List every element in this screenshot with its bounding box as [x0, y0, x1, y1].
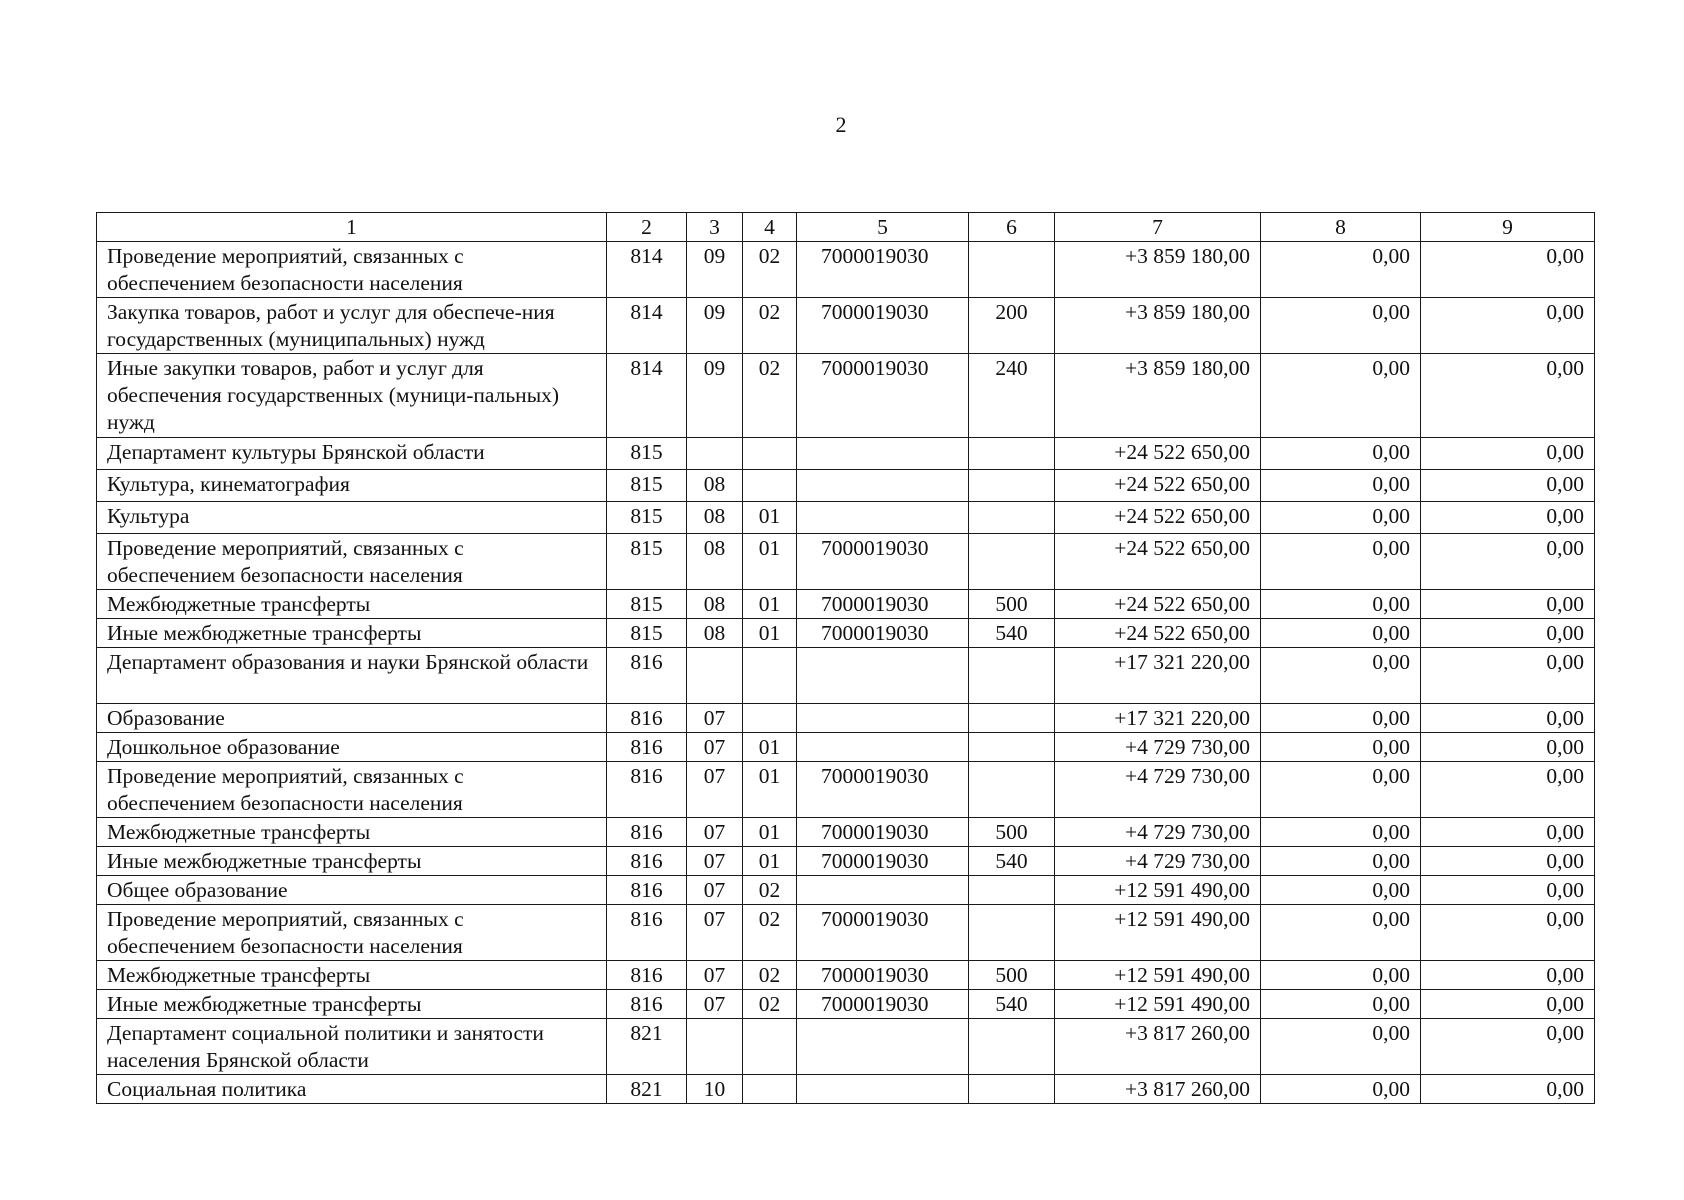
row-vr-cell: [969, 534, 1055, 590]
row-amount-3-cell: 0,00: [1421, 590, 1595, 619]
row-rz-cell: 07: [687, 818, 743, 847]
row-rz-cell: [687, 648, 743, 704]
row-gr-cell: 816: [607, 876, 687, 905]
row-gr-cell: 815: [607, 470, 687, 502]
row-pr-cell: 02: [743, 354, 797, 438]
row-gr-cell: 814: [607, 354, 687, 438]
row-amount-3-cell: 0,00: [1421, 905, 1595, 961]
row-rz-cell: 07: [687, 733, 743, 762]
row-cs-cell: [797, 470, 969, 502]
row-cs-cell: 7000019030: [797, 762, 969, 818]
row-vr-cell: 540: [969, 990, 1055, 1019]
row-vr-cell: 500: [969, 590, 1055, 619]
row-amount-cell: +3 859 180,00: [1055, 242, 1261, 298]
row-amount-2-cell: 0,00: [1261, 818, 1421, 847]
row-cs-cell: 7000019030: [797, 354, 969, 438]
row-pr-cell: 02: [743, 905, 797, 961]
row-pr-cell: 02: [743, 961, 797, 990]
row-amount-cell: +24 522 650,00: [1055, 470, 1261, 502]
row-name-cell: Иные межбюджетные трансферты: [97, 847, 607, 876]
row-vr-cell: 240: [969, 354, 1055, 438]
row-amount-3-cell: 0,00: [1421, 733, 1595, 762]
row-pr-cell: [743, 470, 797, 502]
row-name-cell: Дошкольное образование: [97, 733, 607, 762]
row-gr-cell: 816: [607, 990, 687, 1019]
row-amount-3-cell: 0,00: [1421, 1019, 1595, 1075]
row-gr-cell: 815: [607, 619, 687, 648]
row-rz-cell: 09: [687, 242, 743, 298]
row-amount-cell: +3 859 180,00: [1055, 354, 1261, 438]
row-rz-cell: 07: [687, 704, 743, 733]
row-amount-3-cell: 0,00: [1421, 818, 1595, 847]
row-amount-cell: +24 522 650,00: [1055, 438, 1261, 470]
row-vr-cell: [969, 762, 1055, 818]
row-gr-cell: 816: [607, 733, 687, 762]
row-amount-2-cell: 0,00: [1261, 762, 1421, 818]
table-row: [97, 818, 1595, 847]
row-amount-cell: +24 522 650,00: [1055, 590, 1261, 619]
row-name-cell: Проведение мероприятий, связанных с обеспечением безопасности населения: [97, 762, 607, 818]
row-amount-2-cell: 0,00: [1261, 534, 1421, 590]
column-header: 1: [97, 213, 607, 242]
row-rz-cell: 07: [687, 961, 743, 990]
table-row: [97, 502, 1595, 534]
row-amount-cell: +3 817 260,00: [1055, 1019, 1261, 1075]
table-row: [97, 1019, 1595, 1075]
row-amount-cell: +4 729 730,00: [1055, 733, 1261, 762]
row-name-cell: Социальная политика: [97, 1075, 607, 1104]
row-pr-cell: [743, 1019, 797, 1075]
row-amount-3-cell: 0,00: [1421, 1075, 1595, 1104]
row-rz-cell: 08: [687, 502, 743, 534]
row-name-cell: Межбюджетные трансферты: [97, 818, 607, 847]
row-vr-cell: [969, 704, 1055, 733]
row-rz-cell: [687, 438, 743, 470]
table-row: [97, 438, 1595, 470]
row-amount-2-cell: 0,00: [1261, 876, 1421, 905]
row-cs-cell: 7000019030: [797, 847, 969, 876]
row-name-cell: Иные межбюджетные трансферты: [97, 990, 607, 1019]
row-gr-cell: 815: [607, 534, 687, 590]
row-cs-cell: 7000019030: [797, 619, 969, 648]
row-amount-2-cell: 0,00: [1261, 905, 1421, 961]
row-vr-cell: [969, 242, 1055, 298]
table-row: [97, 990, 1595, 1019]
row-gr-cell: 816: [607, 818, 687, 847]
row-cs-cell: 7000019030: [797, 242, 969, 298]
row-vr-cell: [969, 733, 1055, 762]
row-pr-cell: 02: [743, 990, 797, 1019]
row-amount-cell: +17 321 220,00: [1055, 704, 1261, 733]
row-cs-cell: 7000019030: [797, 905, 969, 961]
row-amount-cell: +12 591 490,00: [1055, 990, 1261, 1019]
row-amount-3-cell: 0,00: [1421, 470, 1595, 502]
row-amount-2-cell: 0,00: [1261, 438, 1421, 470]
row-cs-cell: [797, 876, 969, 905]
row-pr-cell: 01: [743, 762, 797, 818]
row-name-cell: Общее образование: [97, 876, 607, 905]
row-amount-2-cell: 0,00: [1261, 847, 1421, 876]
row-gr-cell: 821: [607, 1075, 687, 1104]
row-pr-cell: 01: [743, 818, 797, 847]
row-rz-cell: [687, 1019, 743, 1075]
row-amount-2-cell: 0,00: [1261, 961, 1421, 990]
row-gr-cell: 815: [607, 438, 687, 470]
row-pr-cell: 01: [743, 534, 797, 590]
table-row: [97, 905, 1595, 961]
row-name-cell: Культура: [97, 502, 607, 534]
row-amount-2-cell: 0,00: [1261, 1075, 1421, 1104]
row-amount-cell: +12 591 490,00: [1055, 961, 1261, 990]
row-cs-cell: 7000019030: [797, 590, 969, 619]
row-pr-cell: 01: [743, 502, 797, 534]
row-amount-2-cell: 0,00: [1261, 619, 1421, 648]
row-gr-cell: 815: [607, 502, 687, 534]
column-header: 2: [607, 213, 687, 242]
row-vr-cell: [969, 470, 1055, 502]
row-vr-cell: [969, 1075, 1055, 1104]
row-name-cell: Департамент социальной политики и занятости населения Брянской области: [97, 1019, 607, 1075]
row-amount-3-cell: 0,00: [1421, 242, 1595, 298]
header-row: [97, 213, 1595, 242]
row-cs-cell: [797, 704, 969, 733]
table-row: [97, 242, 1595, 298]
row-amount-cell: +4 729 730,00: [1055, 762, 1261, 818]
row-pr-cell: 02: [743, 242, 797, 298]
row-amount-cell: +3 859 180,00: [1055, 298, 1261, 354]
column-header: 8: [1261, 213, 1421, 242]
row-amount-cell: +3 817 260,00: [1055, 1075, 1261, 1104]
row-amount-3-cell: 0,00: [1421, 961, 1595, 990]
row-pr-cell: 02: [743, 298, 797, 354]
table-row: [97, 534, 1595, 590]
row-amount-2-cell: 0,00: [1261, 1019, 1421, 1075]
row-amount-3-cell: 0,00: [1421, 502, 1595, 534]
page-number: 2: [835, 112, 847, 137]
row-name-cell: Проведение мероприятий, связанных с обеспечением безопасности населения: [97, 534, 607, 590]
row-rz-cell: 07: [687, 990, 743, 1019]
row-gr-cell: 814: [607, 298, 687, 354]
row-amount-3-cell: 0,00: [1421, 298, 1595, 354]
table-row: [97, 354, 1595, 438]
row-vr-cell: [969, 1019, 1055, 1075]
row-amount-cell: +12 591 490,00: [1055, 905, 1261, 961]
row-cs-cell: 7000019030: [797, 818, 969, 847]
row-amount-2-cell: 0,00: [1261, 590, 1421, 619]
row-amount-2-cell: 0,00: [1261, 354, 1421, 438]
column-header: 6: [969, 213, 1055, 242]
row-name-cell: Департамент культуры Брянской области: [97, 438, 607, 470]
row-rz-cell: 08: [687, 619, 743, 648]
row-name-cell: Иные закупки товаров, работ и услуг для обеспечения государственных (муници-пальных) нужд: [97, 354, 607, 438]
row-name-cell: Образование: [97, 704, 607, 733]
row-name-cell: Межбюджетные трансферты: [97, 590, 607, 619]
row-amount-cell: +4 729 730,00: [1055, 847, 1261, 876]
row-vr-cell: 200: [969, 298, 1055, 354]
column-header: 5: [797, 213, 969, 242]
row-rz-cell: 10: [687, 1075, 743, 1104]
row-amount-3-cell: 0,00: [1421, 876, 1595, 905]
row-gr-cell: 816: [607, 961, 687, 990]
row-cs-cell: [797, 733, 969, 762]
row-gr-cell: 816: [607, 648, 687, 704]
row-gr-cell: 814: [607, 242, 687, 298]
row-rz-cell: 09: [687, 354, 743, 438]
row-rz-cell: 09: [687, 298, 743, 354]
row-amount-3-cell: 0,00: [1421, 648, 1595, 704]
column-header: 9: [1421, 213, 1595, 242]
table-row: [97, 648, 1595, 704]
row-amount-cell: +4 729 730,00: [1055, 818, 1261, 847]
row-amount-3-cell: 0,00: [1421, 619, 1595, 648]
row-pr-cell: [743, 704, 797, 733]
table-row: [97, 298, 1595, 354]
row-vr-cell: [969, 502, 1055, 534]
row-amount-3-cell: 0,00: [1421, 534, 1595, 590]
row-gr-cell: 816: [607, 762, 687, 818]
table-row: [97, 470, 1595, 502]
row-amount-cell: +12 591 490,00: [1055, 876, 1261, 905]
row-amount-3-cell: 0,00: [1421, 438, 1595, 470]
row-cs-cell: 7000019030: [797, 990, 969, 1019]
row-name-cell: Проведение мероприятий, связанных с обеспечением безопасности населения: [97, 905, 607, 961]
row-rz-cell: 08: [687, 590, 743, 619]
column-header: 4: [743, 213, 797, 242]
table-row: [97, 961, 1595, 990]
row-amount-cell: +24 522 650,00: [1055, 502, 1261, 534]
row-amount-2-cell: 0,00: [1261, 733, 1421, 762]
row-name-cell: Культура, кинематография: [97, 470, 607, 502]
row-pr-cell: [743, 438, 797, 470]
row-amount-3-cell: 0,00: [1421, 990, 1595, 1019]
row-name-cell: Департамент образования и науки Брянской области: [97, 648, 607, 704]
row-cs-cell: [797, 438, 969, 470]
row-cs-cell: 7000019030: [797, 534, 969, 590]
row-amount-3-cell: 0,00: [1421, 704, 1595, 733]
row-gr-cell: 816: [607, 847, 687, 876]
row-cs-cell: [797, 1019, 969, 1075]
row-cs-cell: 7000019030: [797, 298, 969, 354]
row-vr-cell: 540: [969, 847, 1055, 876]
row-rz-cell: 08: [687, 470, 743, 502]
table-row: [97, 704, 1595, 733]
row-pr-cell: 02: [743, 876, 797, 905]
row-vr-cell: [969, 905, 1055, 961]
row-name-cell: Межбюджетные трансферты: [97, 961, 607, 990]
row-amount-2-cell: 0,00: [1261, 502, 1421, 534]
table-row: [97, 847, 1595, 876]
row-amount-2-cell: 0,00: [1261, 704, 1421, 733]
row-rz-cell: 07: [687, 762, 743, 818]
row-amount-2-cell: 0,00: [1261, 242, 1421, 298]
row-gr-cell: 815: [607, 590, 687, 619]
row-name-cell: Проведение мероприятий, связанных с обеспечением безопасности населения: [97, 242, 607, 298]
table-body: [97, 242, 1595, 1104]
row-pr-cell: 01: [743, 619, 797, 648]
row-amount-cell: +17 321 220,00: [1055, 648, 1261, 704]
row-gr-cell: 816: [607, 905, 687, 961]
budget-table: [96, 212, 1595, 1104]
row-pr-cell: 01: [743, 733, 797, 762]
row-cs-cell: [797, 648, 969, 704]
row-gr-cell: 821: [607, 1019, 687, 1075]
row-pr-cell: [743, 1075, 797, 1104]
column-header: 3: [687, 213, 743, 242]
row-rz-cell: 07: [687, 847, 743, 876]
table-row: [97, 876, 1595, 905]
row-amount-3-cell: 0,00: [1421, 847, 1595, 876]
row-amount-2-cell: 0,00: [1261, 648, 1421, 704]
row-pr-cell: 01: [743, 590, 797, 619]
table-row: [97, 733, 1595, 762]
row-pr-cell: [743, 648, 797, 704]
row-amount-2-cell: 0,00: [1261, 990, 1421, 1019]
table-row: [97, 619, 1595, 648]
row-amount-cell: +24 522 650,00: [1055, 619, 1261, 648]
table-row: [97, 590, 1595, 619]
row-vr-cell: [969, 876, 1055, 905]
column-header: 7: [1055, 213, 1261, 242]
row-rz-cell: 07: [687, 876, 743, 905]
row-cs-cell: 7000019030: [797, 961, 969, 990]
row-amount-2-cell: 0,00: [1261, 298, 1421, 354]
row-rz-cell: 08: [687, 534, 743, 590]
row-amount-3-cell: 0,00: [1421, 354, 1595, 438]
row-amount-2-cell: 0,00: [1261, 470, 1421, 502]
row-vr-cell: 500: [969, 961, 1055, 990]
row-cs-cell: [797, 1075, 969, 1104]
row-amount-3-cell: 0,00: [1421, 762, 1595, 818]
row-rz-cell: 07: [687, 905, 743, 961]
row-vr-cell: 500: [969, 818, 1055, 847]
row-vr-cell: [969, 648, 1055, 704]
row-pr-cell: 01: [743, 847, 797, 876]
row-vr-cell: 540: [969, 619, 1055, 648]
row-name-cell: Иные межбюджетные трансферты: [97, 619, 607, 648]
row-gr-cell: 816: [607, 704, 687, 733]
row-amount-cell: +24 522 650,00: [1055, 534, 1261, 590]
row-vr-cell: [969, 438, 1055, 470]
table-row: [97, 762, 1595, 818]
row-cs-cell: [797, 502, 969, 534]
table-row: [97, 1075, 1595, 1104]
row-name-cell: Закупка товаров, работ и услуг для обеспече-ния государственных (муниципальных) нужд: [97, 298, 607, 354]
